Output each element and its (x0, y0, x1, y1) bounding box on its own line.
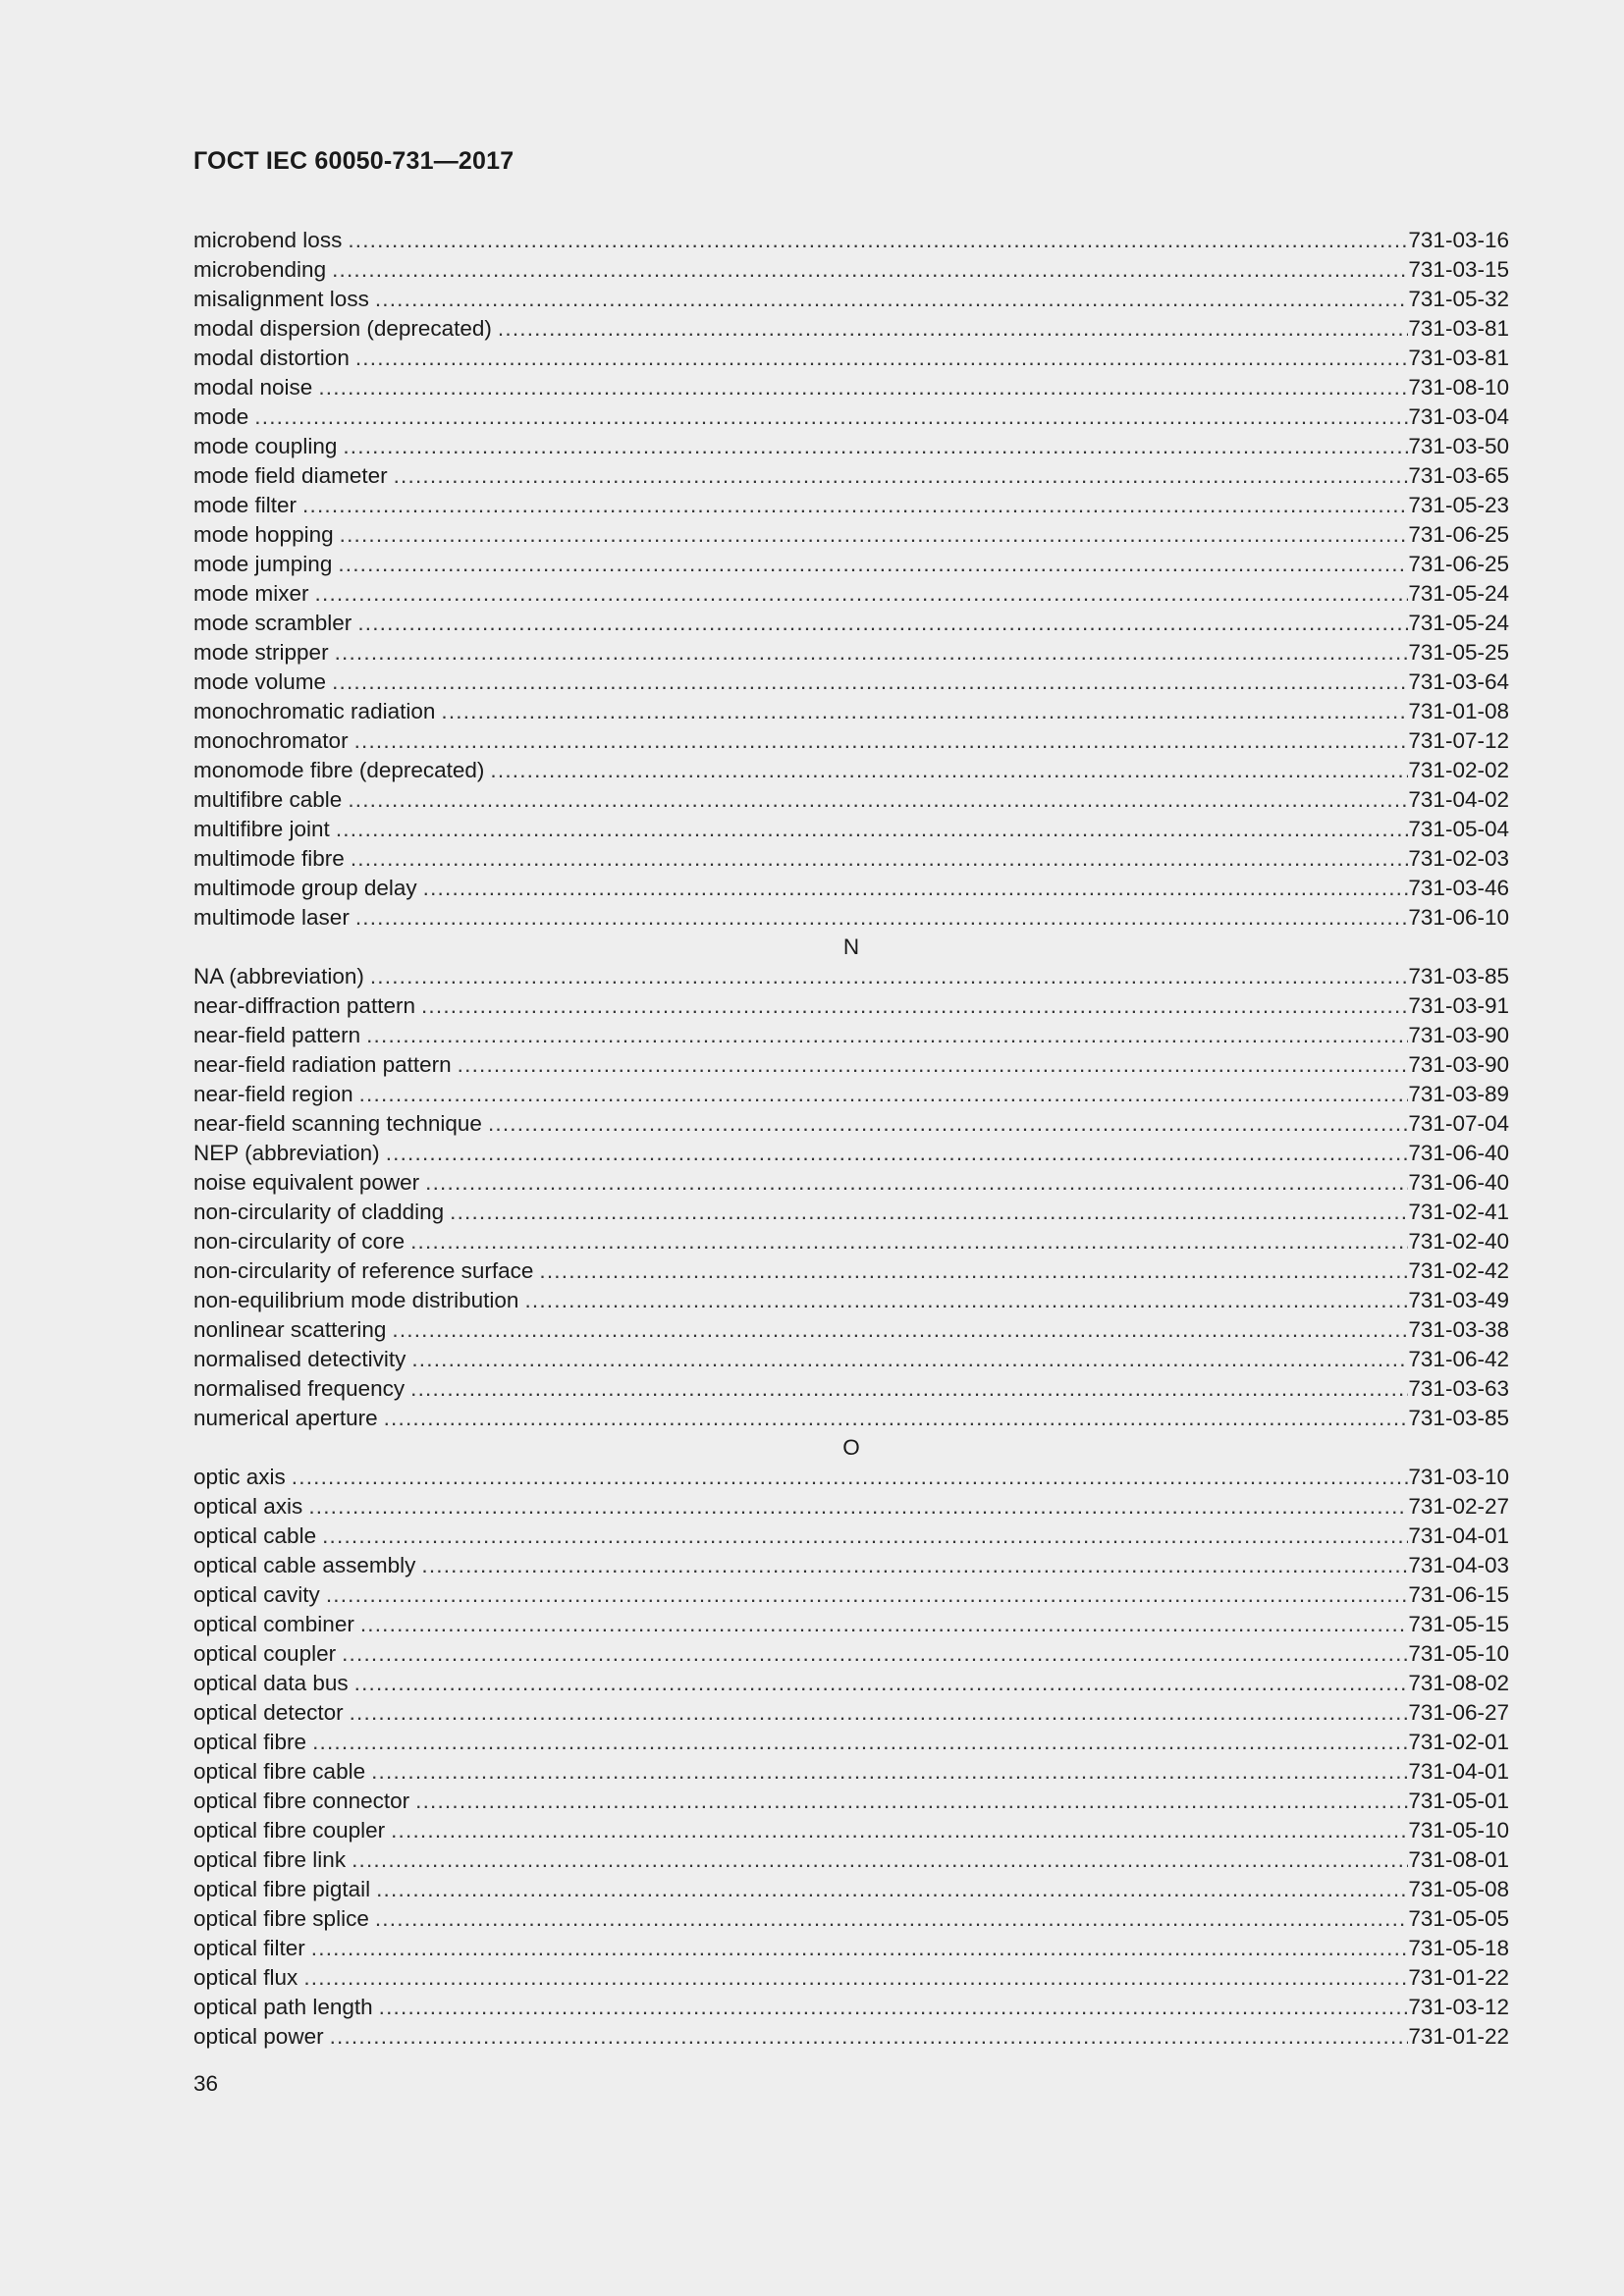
index-reference-number: 731-04-03 (1408, 1553, 1509, 1577)
index-term: optical coupler (193, 1641, 337, 1666)
index-term: multifibre cable (193, 787, 343, 812)
index-reference-number: 731-05-25 (1408, 640, 1509, 665)
dot-leader (351, 844, 1409, 874)
index-reference-number: 731-05-05 (1408, 1906, 1509, 1931)
index-entry (193, 1404, 1509, 1433)
index-term: modal distortion (193, 346, 350, 370)
index-reference-number: 731-02-02 (1408, 758, 1509, 782)
dot-leader (379, 1993, 1409, 2022)
index-entry (193, 520, 1509, 550)
index-reference-number: 731-03-63 (1408, 1376, 1509, 1401)
dot-leader (371, 1757, 1408, 1787)
dot-leader (354, 1669, 1409, 1698)
index-entry (193, 1757, 1509, 1787)
index-term: mode filter (193, 493, 298, 517)
index-entry (193, 1816, 1509, 1845)
index-term: mode field diameter (193, 463, 388, 488)
index-entry (193, 1315, 1509, 1345)
index-reference-number: 731-02-42 (1408, 1258, 1509, 1283)
index-term: NA (abbreviation) (193, 964, 364, 988)
dot-leader (441, 697, 1408, 726)
dot-leader (303, 1963, 1408, 1993)
index-reference-number: 731-05-18 (1408, 1936, 1509, 1960)
index-entry (193, 373, 1509, 402)
index-reference-number: 731-05-04 (1408, 817, 1509, 841)
index-reference-number: 731-03-64 (1408, 669, 1509, 694)
index-term: non-circularity of core (193, 1229, 406, 1254)
index-term: optical fibre coupler (193, 1818, 386, 1842)
index-entry (193, 667, 1509, 697)
index-entry (193, 1698, 1509, 1728)
index-entry (193, 550, 1509, 579)
index-entry (193, 1168, 1509, 1198)
index-entry (193, 1639, 1509, 1669)
dot-leader (410, 1374, 1408, 1404)
index-entry (193, 1522, 1509, 1551)
index-term: mode volume (193, 669, 327, 694)
index-entry (193, 491, 1509, 520)
index-reference-number: 731-04-02 (1408, 787, 1509, 812)
dot-leader (415, 1787, 1408, 1816)
index-entry (193, 1669, 1509, 1698)
index-entry (193, 697, 1509, 726)
index-reference-number: 731-05-32 (1408, 287, 1509, 311)
dot-leader (366, 1021, 1408, 1050)
index-reference-number: 731-03-85 (1408, 1406, 1509, 1430)
index-reference-number: 731-02-41 (1408, 1200, 1509, 1224)
index-reference-number: 731-06-15 (1408, 1582, 1509, 1607)
dot-leader (425, 1168, 1408, 1198)
index-reference-number: 731-06-25 (1408, 552, 1509, 576)
index-term: mode coupling (193, 434, 338, 458)
index-reference-number: 731-03-49 (1408, 1288, 1509, 1312)
index-reference-number: 731-03-16 (1408, 228, 1509, 252)
index-reference-number: 731-03-50 (1408, 434, 1509, 458)
dot-leader (354, 726, 1409, 756)
index-term: optical fibre pigtail (193, 1877, 371, 1901)
index-entry (193, 226, 1509, 255)
index-term: optical power (193, 2024, 324, 2049)
dot-leader (311, 1934, 1409, 1963)
dot-leader (370, 962, 1409, 991)
dot-leader (384, 1404, 1409, 1433)
index-term: mode stripper (193, 640, 329, 665)
index-reference-number: 731-03-12 (1408, 1995, 1509, 2019)
dot-leader (332, 255, 1408, 285)
dot-leader (450, 1198, 1408, 1227)
index-reference-number: 731-07-04 (1408, 1111, 1509, 1136)
dot-leader (348, 785, 1408, 815)
dot-leader (411, 1345, 1408, 1374)
index-entry (193, 609, 1509, 638)
index-reference-number: 731-05-08 (1408, 1877, 1509, 1901)
dot-leader (410, 1227, 1408, 1256)
index-reference-number: 731-03-85 (1408, 964, 1509, 988)
index-term: optical cavity (193, 1582, 320, 1607)
dot-leader (332, 667, 1408, 697)
index-term: non-equilibrium mode distribution (193, 1288, 519, 1312)
index-term: optical flux (193, 1965, 298, 1990)
dot-leader (375, 285, 1409, 314)
index-reference-number: 731-06-40 (1408, 1141, 1509, 1165)
index-entry (193, 1139, 1509, 1168)
index-reference-number: 731-04-01 (1408, 1759, 1509, 1784)
index-term: normalised detectivity (193, 1347, 406, 1371)
dot-leader (340, 520, 1409, 550)
index-term: mode (193, 404, 249, 429)
index-entry (193, 1256, 1509, 1286)
index-entry (193, 314, 1509, 344)
dot-leader (342, 1639, 1408, 1669)
index-reference-number: 731-03-10 (1408, 1465, 1509, 1489)
index-term: optical cable (193, 1523, 317, 1548)
index-reference-number: 731-05-24 (1408, 581, 1509, 606)
index-reference-number: 731-01-08 (1408, 699, 1509, 723)
index-reference-number: 731-06-27 (1408, 1700, 1509, 1725)
index-reference-number: 731-03-65 (1408, 463, 1509, 488)
dot-leader (375, 1904, 1409, 1934)
index-entry (193, 1050, 1509, 1080)
index-entry (193, 1374, 1509, 1404)
index-reference-number: 731-03-90 (1408, 1023, 1509, 1047)
index-term: optical path length (193, 1995, 373, 2019)
index-entry (193, 285, 1509, 314)
dot-leader (302, 491, 1408, 520)
dot-leader (421, 1551, 1408, 1580)
index-term: multimode laser (193, 905, 350, 930)
index-entry (193, 638, 1509, 667)
index-entry (193, 579, 1509, 609)
dot-leader (350, 1698, 1409, 1728)
index-reference-number: 731-02-40 (1408, 1229, 1509, 1254)
index-term: optical data bus (193, 1671, 349, 1695)
dot-leader (490, 756, 1408, 785)
index-term: multifibre joint (193, 817, 330, 841)
index-reference-number: 731-03-91 (1408, 993, 1509, 1018)
index-term: nonlinear scattering (193, 1317, 387, 1342)
index-entry (193, 1021, 1509, 1050)
index-term: non-circularity of reference surface (193, 1258, 534, 1283)
dot-leader (312, 1728, 1408, 1757)
index-entry (193, 756, 1509, 785)
index-term: optical cable assembly (193, 1553, 416, 1577)
dot-leader (336, 815, 1409, 844)
dot-leader (348, 226, 1408, 255)
index-term: microbending (193, 257, 327, 282)
dot-leader (355, 344, 1409, 373)
index-entry (193, 1728, 1509, 1757)
dot-leader (498, 314, 1408, 344)
index-term: NEP (abbreviation) (193, 1141, 380, 1165)
index-entry (193, 874, 1509, 903)
dot-leader (524, 1286, 1408, 1315)
dot-leader (360, 1610, 1409, 1639)
index-term: optical fibre connector (193, 1789, 410, 1813)
index-reference-number: 731-03-89 (1408, 1082, 1509, 1106)
index-entry (193, 1198, 1509, 1227)
index-term: optical fibre link (193, 1847, 347, 1872)
dot-leader (254, 402, 1408, 432)
index-reference-number: 731-03-04 (1408, 404, 1509, 429)
index-reference-number: 731-03-46 (1408, 876, 1509, 900)
index-reference-number: 731-01-22 (1408, 2024, 1509, 2049)
index-entry (193, 1345, 1509, 1374)
dot-leader (359, 1080, 1409, 1109)
index-reference-number: 731-02-03 (1408, 846, 1509, 871)
index-reference-number: 731-01-22 (1408, 1965, 1509, 1990)
index-entry (193, 255, 1509, 285)
index-reference-number: 731-02-01 (1408, 1730, 1509, 1754)
index-term: mode mixer (193, 581, 309, 606)
dot-leader (315, 579, 1409, 609)
dot-leader (488, 1109, 1408, 1139)
index-reference-number: 731-08-02 (1408, 1671, 1509, 1695)
index-term: monochromatic radiation (193, 699, 436, 723)
index-entry (193, 1463, 1509, 1492)
index-entry (193, 1286, 1509, 1315)
index-reference-number: 731-05-24 (1408, 611, 1509, 635)
index-term: modal noise (193, 375, 313, 400)
index-entry (193, 1963, 1509, 1993)
index-reference-number: 731-08-10 (1408, 375, 1509, 400)
index-term: modal dispersion (deprecated) (193, 316, 492, 341)
page-number: 36 (193, 2071, 219, 2096)
index-reference-number: 731-05-10 (1408, 1818, 1509, 1842)
index-entry (193, 1492, 1509, 1522)
dot-leader (421, 991, 1408, 1021)
index-entry (193, 1080, 1509, 1109)
index-term: monochromator (193, 728, 349, 753)
index-entry (193, 726, 1509, 756)
dot-leader (330, 2022, 1409, 2052)
page-header-title: ГОСТ IEC 60050-731—2017 (193, 147, 514, 175)
dot-leader (376, 1875, 1408, 1904)
index-term: monomode fibre (deprecated) (193, 758, 485, 782)
index-term: mode hopping (193, 522, 334, 547)
index-reference-number: 731-04-01 (1408, 1523, 1509, 1548)
dot-leader (392, 1315, 1408, 1345)
dot-leader (322, 1522, 1408, 1551)
index-entry (193, 844, 1509, 874)
dot-leader (343, 432, 1408, 461)
dot-leader (326, 1580, 1409, 1610)
index-reference-number: 731-03-90 (1408, 1052, 1509, 1077)
index-reference-number: 731-06-40 (1408, 1170, 1509, 1195)
dot-leader (335, 638, 1409, 667)
index-reference-number: 731-08-01 (1408, 1847, 1509, 1872)
index-reference-number: 731-03-38 (1408, 1317, 1509, 1342)
index-entry (193, 1875, 1509, 1904)
index-term: optical combiner (193, 1612, 354, 1636)
index-term: near-diffraction pattern (193, 993, 415, 1018)
index-term: numerical aperture (193, 1406, 378, 1430)
index-reference-number: 731-05-15 (1408, 1612, 1509, 1636)
dot-leader (423, 874, 1409, 903)
index-entry (193, 1787, 1509, 1816)
index-term: microbend loss (193, 228, 343, 252)
index-term: near-field region (193, 1082, 353, 1106)
dot-leader (355, 903, 1409, 933)
index-entry (193, 903, 1509, 933)
index-reference-number: 731-03-81 (1408, 346, 1509, 370)
index-term: normalised frequency (193, 1376, 406, 1401)
index-term: optic axis (193, 1465, 286, 1489)
index-term: multimode group delay (193, 876, 417, 900)
index-entry (193, 402, 1509, 432)
index-entry (193, 1993, 1509, 2022)
index-term: optical fibre splice (193, 1906, 369, 1931)
index-term: near-field scanning technique (193, 1111, 482, 1136)
dot-leader (318, 373, 1408, 402)
dot-leader (458, 1050, 1409, 1080)
index-entry (193, 785, 1509, 815)
term-index (193, 226, 1509, 2052)
index-reference-number: 731-05-23 (1408, 493, 1509, 517)
index-term: optical fibre cable (193, 1759, 366, 1784)
dot-leader (391, 1816, 1408, 1845)
index-entry (193, 991, 1509, 1021)
index-entry (193, 461, 1509, 491)
dot-leader (338, 550, 1408, 579)
index-entry (193, 962, 1509, 991)
index-entry (193, 1845, 1509, 1875)
index-entry (193, 1580, 1509, 1610)
index-term: non-circularity of cladding (193, 1200, 445, 1224)
index-entry (193, 1109, 1509, 1139)
index-entry (193, 432, 1509, 461)
index-term: optical filter (193, 1936, 305, 1960)
index-reference-number: 731-07-12 (1408, 728, 1509, 753)
index-term: misalignment loss (193, 287, 369, 311)
dot-leader (352, 1845, 1408, 1875)
index-term: optical fibre (193, 1730, 307, 1754)
index-entry (193, 815, 1509, 844)
index-term: optical axis (193, 1494, 303, 1519)
dot-leader (394, 461, 1409, 491)
section-letter-heading: N (842, 934, 860, 959)
dot-leader (292, 1463, 1409, 1492)
index-entry (193, 1227, 1509, 1256)
section-letter-heading: O (842, 1435, 860, 1460)
index-term: mode jumping (193, 552, 333, 576)
index-term: multimode fibre (193, 846, 345, 871)
index-reference-number: 731-03-81 (1408, 316, 1509, 341)
index-term: near-field radiation pattern (193, 1052, 452, 1077)
dot-leader (357, 609, 1408, 638)
dot-leader (386, 1139, 1409, 1168)
index-entry (193, 1610, 1509, 1639)
index-entry (193, 2022, 1509, 2052)
index-entry (193, 1551, 1509, 1580)
dot-leader (539, 1256, 1408, 1286)
index-reference-number: 731-06-10 (1408, 905, 1509, 930)
index-reference-number: 731-03-15 (1408, 257, 1509, 282)
index-term: noise equivalent power (193, 1170, 420, 1195)
index-reference-number: 731-05-10 (1408, 1641, 1509, 1666)
index-term: mode scrambler (193, 611, 352, 635)
index-entry (193, 1904, 1509, 1934)
index-term: near-field pattern (193, 1023, 361, 1047)
index-reference-number: 731-05-01 (1408, 1789, 1509, 1813)
index-reference-number: 731-06-42 (1408, 1347, 1509, 1371)
dot-leader (308, 1492, 1408, 1522)
index-entry (193, 344, 1509, 373)
index-term: optical detector (193, 1700, 344, 1725)
index-reference-number: 731-06-25 (1408, 522, 1509, 547)
index-entry (193, 1934, 1509, 1963)
index-reference-number: 731-02-27 (1408, 1494, 1509, 1519)
